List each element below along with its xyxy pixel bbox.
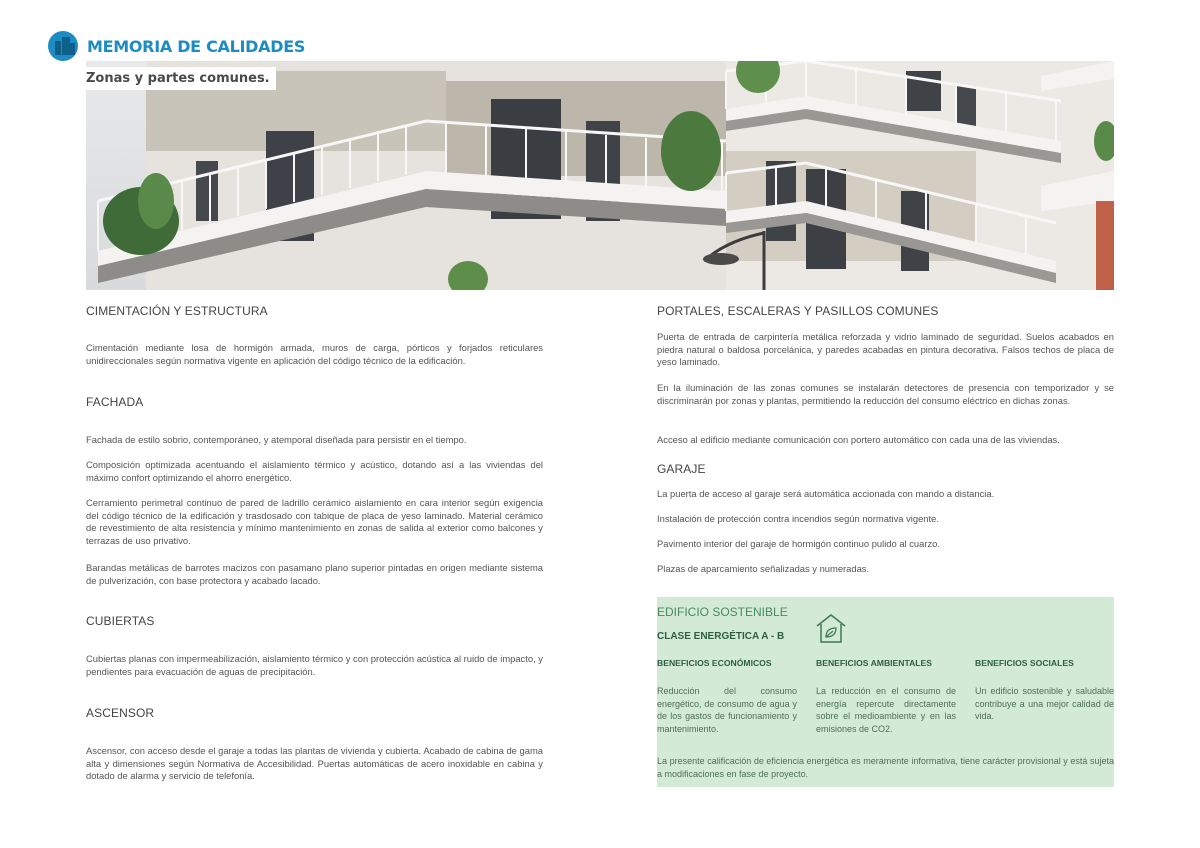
eco-house-icon xyxy=(814,611,848,645)
garaje-text-2: Instalación de protección contra incendios según normativa vigente. xyxy=(657,513,939,524)
clase-energetica: CLASE ENERGÉTICA A - B xyxy=(657,631,785,642)
beneficios-sociales-text: Un edificio sostenible y saludable contribuye a una mejor calidad de vida. xyxy=(975,686,1114,722)
calificacion-note: La presente calificación de eficiencia energética es meramente informativa, tiene carácter provisional y está sujeta a modificaciones en fase de proyecto. xyxy=(657,756,1114,779)
portales-text-1: Puerta de entrada de carpintería metálica reforzada y vidrio laminado de seguridad. Suelos acabados en piedra natural o baldosa porcelánica, y paredes acabadas en pintura decorativa. Falsos techos de placa de yeso laminado. xyxy=(657,331,1114,368)
cubiertas-text: Cubiertas planas con impermeabilización, aislamiento térmico y con protección acústica al ruido de impacto, y pendientes para evacuación de aguas de precipitación. xyxy=(86,653,543,677)
section-title-ascensor: ASCENSOR xyxy=(86,706,155,720)
section-title-cimentacion: CIMENTACIÓN Y ESTRUCTURA xyxy=(86,304,268,318)
portales-text-2: En la iluminación de las zonas comunes se instalarán detectores de presencia con temporizador y se discriminarán por zonas y plantas, permitiendo la reducción del consumo eléctrico en dichas zonas. xyxy=(657,382,1114,406)
beneficios-sociales-title: BENEFICIOS SOCIALES xyxy=(975,658,1074,668)
beneficios-ambientales-text: La reducción en el consumo de energía repercute directamente sobre el medioambiente y en las emisiones de CO2. xyxy=(816,686,956,734)
fachada-text-3: Cerramiento perimetral continuo de pared de ladrillo cerámico aislamiento en cara interior según exigencia del código técnico de la edificación y trasdosado con tabique de placa de yeso laminado. Material cerámico de revestimiento de alta resistencia y mínimo mantenimiento en zonas de salida al exterior como balcones y terrazas de uso privativo. xyxy=(86,497,543,547)
beneficios-ambientales-title: BENEFICIOS AMBIENTALES xyxy=(816,658,933,668)
fachada-text-4: Barandas metálicas de barrotes macizos con pasamano plano superior pintadas en origen mediante sistema de pulverización, con base protectora y acabado lacado. xyxy=(86,562,543,586)
section-title-garaje: GARAJE xyxy=(657,462,706,476)
page-subtitle: Zonas y partes comunes. xyxy=(86,71,270,86)
page-title: MEMORIA DE CALIDADES xyxy=(87,36,306,56)
building-logo-icon xyxy=(48,31,78,61)
sostenible-title: EDIFICIO SOSTENIBLE xyxy=(657,605,788,619)
edificio-sostenible-panel xyxy=(657,597,1114,787)
page-header xyxy=(48,30,305,62)
section-title-cubiertas: CUBIERTAS xyxy=(86,614,155,628)
section-title-fachada: FACHADA xyxy=(86,395,144,409)
fachada-text-1: Fachada de estilo sobrio, contemporáneo, y atemporal diseñada para persistir en el tiempo. xyxy=(86,434,467,445)
cimentacion-text: Cimentación mediante losa de hormigón armada, muros de carga, pórticos y forjados reticulares unidireccionales según normativa vigente en aplicación del código técnico de la edificación. xyxy=(86,342,543,366)
portales-text-3: Acceso al edificio mediante comunicación con portero automático con cada una de las viviendas. xyxy=(657,434,1060,445)
building-photo xyxy=(86,61,1114,290)
garaje-text-4: Plazas de aparcamiento señalizadas y numeradas. xyxy=(657,563,870,574)
beneficios-economicos-text: Reducción del consumo energético, de consumo de agua y de los gastos de funcionamiento y mantenimiento. xyxy=(657,686,797,734)
garaje-text-1: La puerta de acceso al garaje será automática accionada con mando a distancia. xyxy=(657,488,995,499)
garaje-text-3: Pavimento interior del garaje de hormigón continuo pulido al cuarzo. xyxy=(657,538,940,549)
subtitle-box xyxy=(86,67,276,90)
fachada-text-2: Composición optimizada acentuando el aislamiento térmico y acústico, dotando así a las viviendas del máximo confort optimizando el ahorro energético. xyxy=(86,459,543,483)
ascensor-text: Ascensor, con acceso desde el garaje a todas las plantas de vivienda y cubierta. Acabado de cabina de gama alta y dimensiones según Normativa de Accesibilidad. Puertas automáticas de acero inoxidable en cabina y dotado de alarma y servicio de telefonía. xyxy=(86,745,543,782)
beneficios-economicos-title: BENEFICIOS ECONÓMICOS xyxy=(657,658,772,668)
section-title-portales: PORTALES, ESCALERAS Y PASILLOS COMUNES xyxy=(657,304,939,318)
